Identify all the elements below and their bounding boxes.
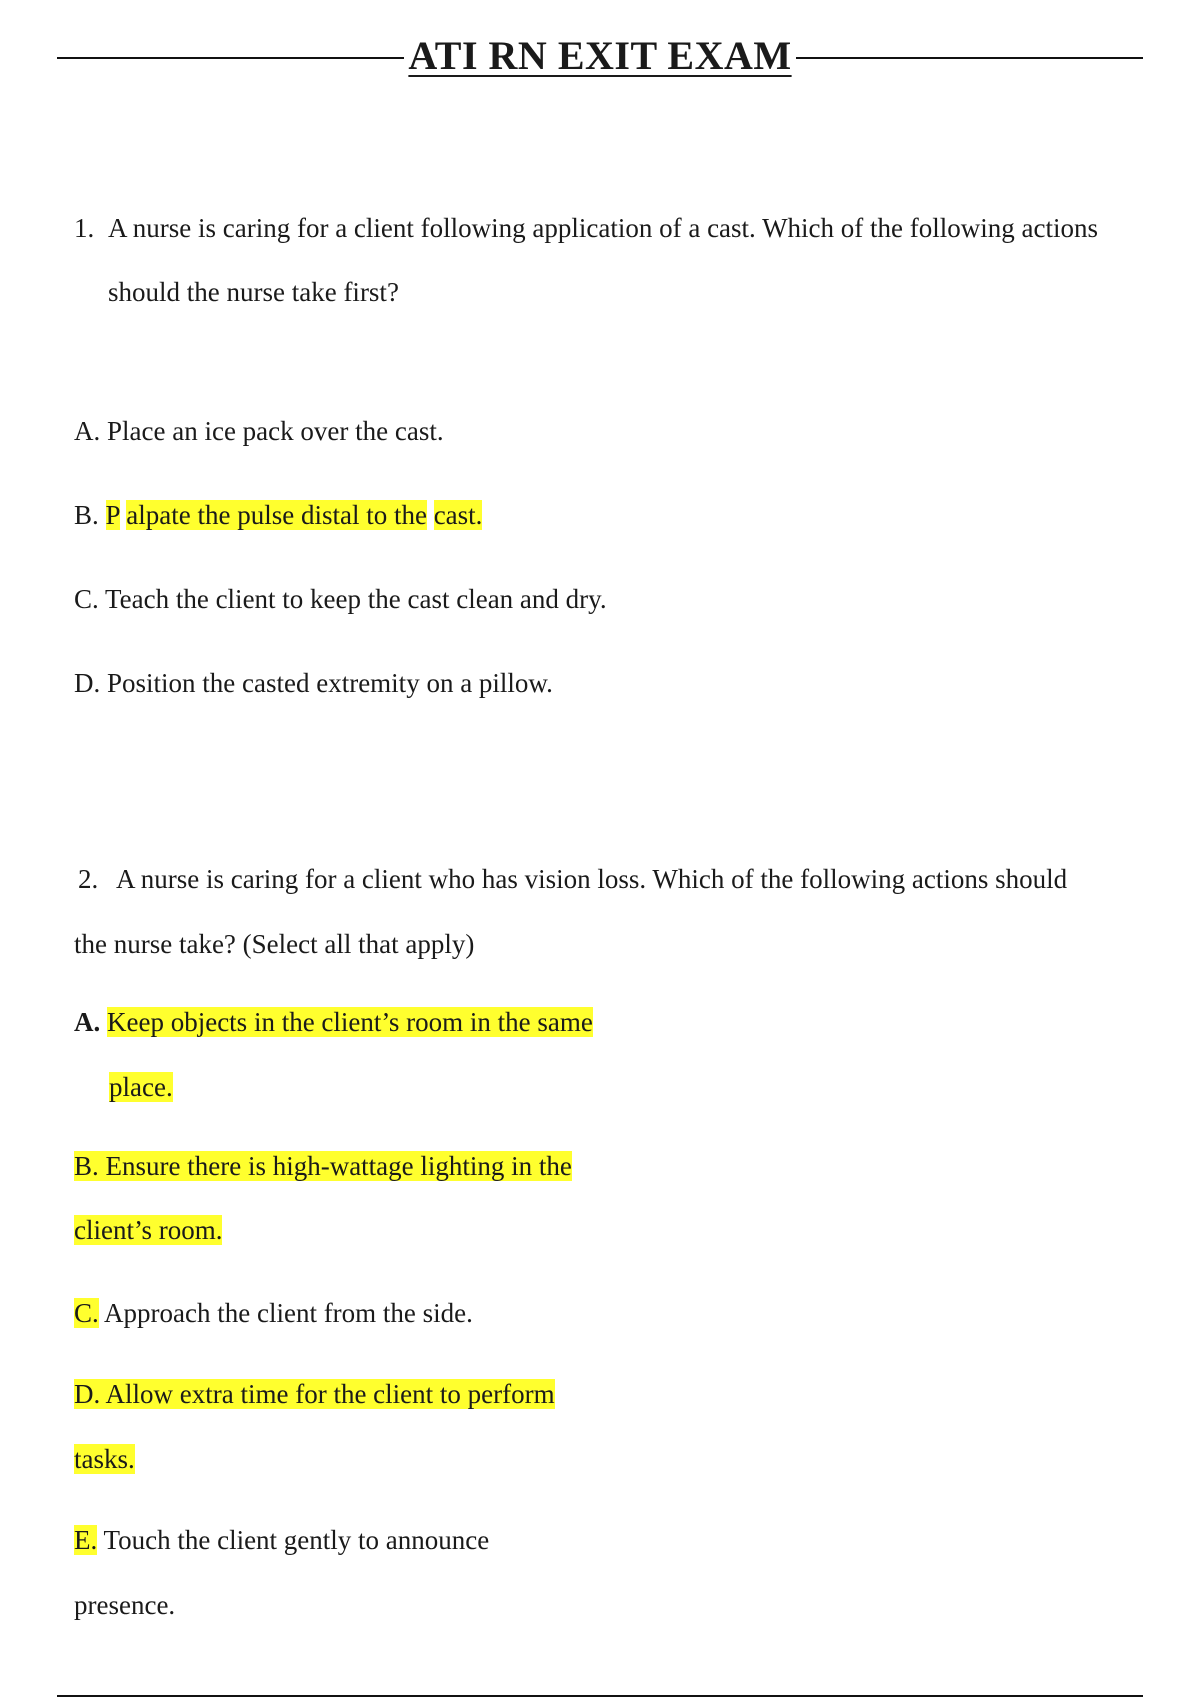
q2-option-c-letter: C (74, 1298, 93, 1328)
q2-option-e-text-line1: Touch the client gently to announce (97, 1525, 490, 1555)
q2-option-d-line2 (74, 1446, 135, 1473)
q2-option-a-line2 (109, 1074, 173, 1101)
q1-option-d-text: Position the casted extremity on a pillow. (107, 668, 553, 698)
q2-option-b-line2 (74, 1217, 222, 1244)
question-2-number: 2. (78, 864, 99, 894)
q2-option-a-text-line1: Keep objects in the client’s room in the same (107, 1007, 593, 1037)
q2-option-e-separator: . (90, 1525, 98, 1555)
q1-option-b-letter: B. (74, 500, 99, 530)
q1-option-a (74, 418, 444, 445)
q2-option-d-line1 (74, 1381, 555, 1408)
question-2-stem-line1: A nurse is caring for a client who has vision loss. Which of the following actions should (116, 864, 1068, 894)
q2-option-e-line1 (74, 1527, 489, 1554)
q2-option-e-line2 (74, 1592, 175, 1619)
q1-option-b-text-part2: alpate the pulse distal to the (126, 500, 427, 530)
q1-option-a-letter: A. (74, 416, 101, 446)
q1-option-d-letter: D. (74, 668, 101, 698)
q2-option-a-text-line2: place. (109, 1072, 173, 1102)
footer-rule (57, 1695, 1143, 1697)
page-title: ATI RN EXIT EXAM (0, 36, 1200, 76)
q2-option-c (74, 1300, 473, 1327)
q2-option-b-text-line2: client’s room. (74, 1215, 223, 1245)
question-2-stem-line2: the nurse take? (Select all that apply) (74, 929, 475, 959)
q2-option-d-text-line2: tasks. (74, 1444, 135, 1474)
q2-option-c-separator: . (92, 1298, 99, 1328)
q2-option-b-text-line1: B. Ensure there is high-wattage lighting in the (74, 1151, 572, 1181)
q1-option-c-text: Teach the client to keep the cast clean and dry. (105, 584, 607, 614)
q1-option-b-text-part1: P (105, 500, 120, 530)
q1-option-c-letter: C. (74, 584, 99, 614)
q1-option-a-text: Place an ice pack over the cast. (107, 416, 444, 446)
q1-option-b (74, 502, 482, 529)
q1-option-b-text-part3: cast. (433, 500, 483, 530)
q1-option-d (74, 670, 553, 697)
q2-option-c-text: Approach the client from the side. (98, 1298, 473, 1328)
q2-option-a-letter: A. (74, 1007, 101, 1037)
question-1-stem-line2: should the nurse take first? (108, 277, 399, 307)
q2-option-e-letter: E (74, 1525, 91, 1555)
q1-option-c (74, 586, 607, 613)
q2-option-b-line1 (74, 1153, 572, 1180)
q2-option-e-text-line2: presence. (74, 1590, 176, 1620)
q2-option-d-text-line1: D. Allow extra time for the client to perform (74, 1379, 555, 1409)
question-1-stem-line1: A nurse is caring for a client following application of a cast. Which of the following actions (108, 213, 1098, 243)
question-1-number: 1. (74, 213, 95, 243)
q2-option-a (74, 1009, 593, 1036)
